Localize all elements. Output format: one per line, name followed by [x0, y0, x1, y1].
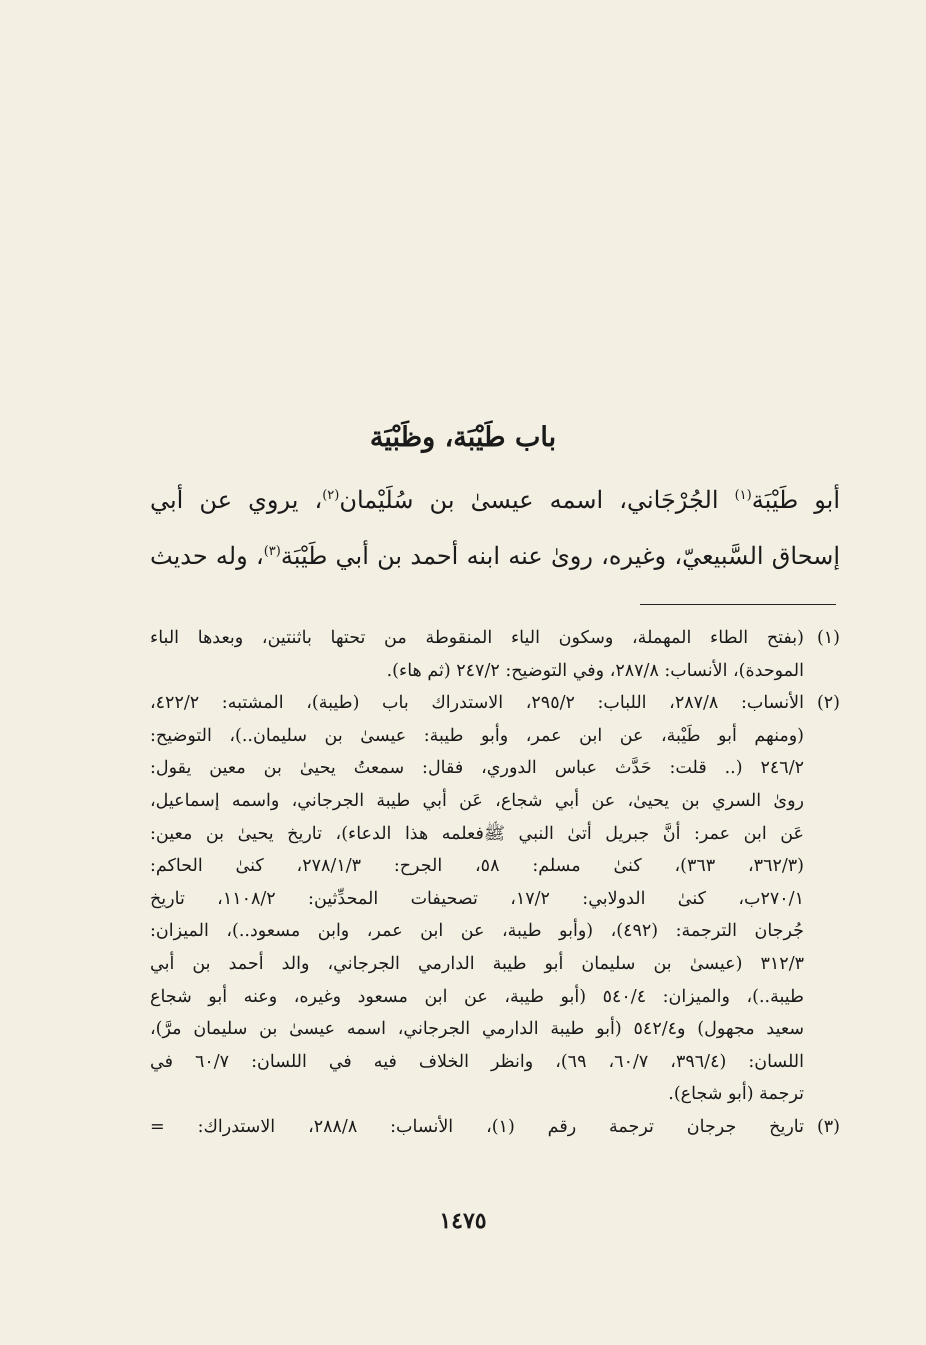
chapter-title: باب طَيْبَة، وظَبْيَة — [369, 422, 557, 453]
footnote-line: اللسان: (٣٩٦/٤، ٦٠/٧، ٦٩)، وانظر الخلاف فيه في اللسان: ٦٠/٧ في — [150, 1051, 805, 1072]
footnote-3 — [150, 1111, 840, 1144]
footnote-line: الموحدة)، الأنساب: ٢٨٧/٨، وفي التوضيح: ٢٤٧/٢ (ثم هاء). — [386, 660, 804, 681]
footnote-ref-2[interactable]: (٢) — [322, 488, 340, 503]
footnote-line: سعيد مجهول) و٥٤٢/٤ (أبو طيبة الدارمي الجرجاني، اسمه عيسىٰ بن سليمان مرَّ)، — [150, 1019, 804, 1040]
footnote-number: (٣) — [816, 1116, 840, 1137]
main-text-segment: أبو طَيْبَة — [751, 486, 841, 514]
footnote-ref-3[interactable]: (٣) — [263, 544, 281, 559]
main-text — [150, 470, 840, 582]
main-text-segment: ، وله حديث — [150, 542, 264, 570]
footnote-line: عَن ابن عمر: أنَّ جبريل أتىٰ النبي ﷺفعلمه هذا الدعاء)، تاريخ يحيىٰ بن معين: — [150, 823, 804, 844]
footnote-line: (٣٦٢/٣، ٣٦٣)، كنىٰ مسلم: ٥٨، الجرح: ٢٧٨/١/٣، كنىٰ الحاكم: — [150, 856, 804, 877]
footnote-line: الأنساب: ٢٨٧/٨، اللباب: ٢٩٥/٢، الاستدراك باب (طيبة)، المشتبه: ٤٢٢/٢، — [150, 693, 804, 714]
footnote-2 — [150, 687, 840, 1111]
footnotes — [150, 622, 840, 1144]
footnote-line: ترجمة (أبو شجاع). — [668, 1084, 804, 1105]
footnote-line: جُرجان الترجمة: (٤٩٢)، (وأبو طيبة، عن ابن عمر، وابن مسعود..)، الميزان: — [150, 921, 804, 942]
footnote-line: ٣١٢/٣ (عيسىٰ بن سليمان أبو طيبة الدارمي الجرجاني، والد أحمد بن أبي — [150, 953, 804, 974]
footnote-1 — [150, 622, 840, 687]
footnote-number: (٢) — [816, 693, 840, 714]
footnote-line: ٢٧٠/١ب، كنىٰ الدولابي: ١٧/٢، تصحيفات المحدِّثين: ١١٠٨/٢، تاريخ — [150, 888, 804, 909]
main-text-segment: إسحاق السَّبيعيّ، وغيره، روىٰ عنه ابنه أحمد بن أبي طَيْبَة — [280, 542, 841, 570]
footnote-line: (ومنهم أبو طَيْبة، عن ابن عمر، وأبو طيبة: عيسىٰ بن سليمان..)، التوضيح: — [150, 725, 804, 746]
main-text-line-2 — [150, 526, 840, 582]
main-text-line-1 — [150, 470, 840, 526]
main-text-segment: ، يروي عن أبي — [150, 486, 323, 514]
footnote-line: روىٰ السري بن يحيىٰ، عن أبي شجاع، عَن أبي طيبة الجرجاني، واسمه إسماعيل، — [150, 790, 804, 811]
footnote-line: ٢٤٦/٢ (.. قلت: حَدَّث عباس الدوري، فقال: سمعتُ يحيىٰ بن معين يقول: — [150, 758, 804, 779]
footnote-number: (١) — [816, 628, 840, 648]
footnote-line: طيبة..)، والميزان: ٥٤٠/٤ (أبو طيبة، عن ابن مسعود وغيره، وعنه أبو شجاع — [150, 986, 804, 1007]
footnote-line: تاريخ جرجان ترجمة رقم (١)، الأنساب: ٢٨٨/٨، الاستدراك: = — [150, 1116, 804, 1137]
page-number: ١٤٧٥ — [439, 1208, 487, 1234]
footnote-line: (بفتح الطاء المهملة، وسكون الياء المنقوطة من تحتها باثنتين، وبعدها الباء — [150, 628, 804, 648]
footnote-separator — [640, 604, 836, 605]
main-text-segment: الجُرْجَاني، اسمه عيسىٰ بن سُلَيْمان — [339, 486, 735, 514]
footnote-ref-1[interactable]: (١) — [734, 488, 752, 503]
